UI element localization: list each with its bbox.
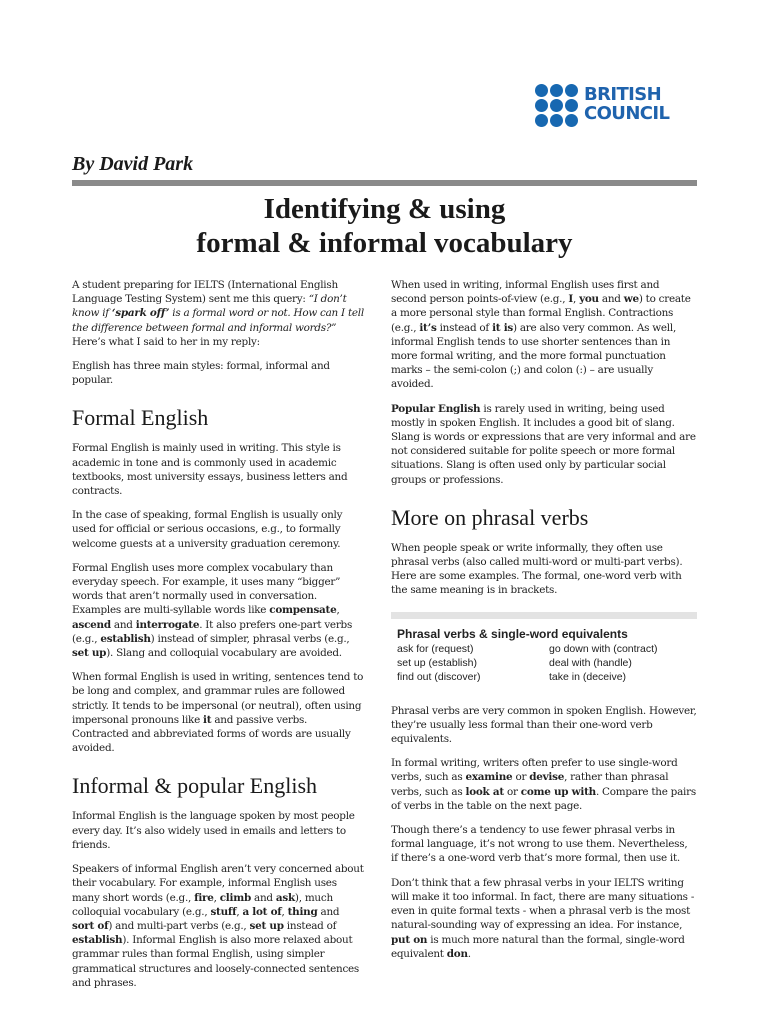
british-council-logo bbox=[535, 84, 705, 126]
formal-paragraph-3: Formal English uses more complex vocabulary than everyday speech. For example, it uses many “bigger” words that aren’t normally used in conversation. Examples are multi-syllable words like compensate, ascend and interrogate. It also prefers one-part verbs (e.g., establish) instead of simpler, phrasal verbs (e.g., set up). Slang and colloquial vocabulary are avoided. bbox=[72, 561, 353, 660]
table-row: set up (establish) deal with (handle) bbox=[397, 656, 632, 669]
phrasal-paragraph-2: In formal writing, writers often prefer to use single-word verbs, such as examine or devise, rather than phrasal verbs, such as look at or come up with. Compare the pairs of verbs in the table on the next page. bbox=[391, 757, 696, 812]
styles-paragraph: English has three main styles: formal, informal and popular. bbox=[72, 360, 330, 387]
heading-informal-english: Informal & popular English bbox=[72, 773, 318, 799]
formal-paragraph-1: Formal English is mainly used in writing. This style is academic in tone and is commonly used in academic textbooks, most university essays, business letters and contracts. bbox=[72, 442, 348, 498]
table-row: ask for (request) go down with (contract) bbox=[397, 642, 658, 655]
table-row: find out (discover) take in (deceive) bbox=[397, 670, 627, 683]
byline: By David Park bbox=[72, 153, 194, 175]
phrasal-paragraph-4: Don’t think that a few phrasal verbs in your IELTS writing will make it too informal. In fact, there are many situations - even in quite formal texts - when a phrasal verb is the most natural-sounding way of expressing an idea. For instance, put on is much more natural than the formal, single-word equivalent don. bbox=[391, 876, 695, 960]
left-column bbox=[72, 278, 364, 1000]
formal-paragraph-2: In the case of speaking, formal English is usually only used for official or serious occasions, e.g., to formally welcome guests at a university graduation ceremony. bbox=[72, 509, 343, 550]
informal-paragraph-2: Speakers of informal English aren’t very concerned about their vocabulary. For example, informal English uses many short words (e.g., fire, climb and ask), much colloquial vocabulary (e.g., stuff, a lot of, thing and sort of) and multi-part verbs (e.g., set up instead of establish). Informal English is also more relaxed about grammar rules than formal English, using simpler grammatical structures and loosely-connected sentences and phrases. bbox=[72, 863, 364, 989]
phrasal-verbs-table bbox=[391, 612, 697, 688]
heading-formal-english: Formal English bbox=[72, 405, 209, 431]
page-title: Identifying & using formal & informal vocabulary bbox=[196, 193, 573, 259]
right-column bbox=[391, 278, 697, 971]
informal-writing-paragraph: When used in writing, informal English uses first and second person points-of-view (e.g., I, you and we) to create a more personal style than formal English. Contractions (e.g., it’s instead of it is) are also very common. As well, informal English tends to use shorter sentences than in more formal writing, and the more formal punctuation marks – the semi-colon (;) and colon (:) – are usually avoided. bbox=[391, 279, 691, 391]
formal-paragraph-4: When formal English is used in writing, sentences tend to be long and complex, and grammar rules are followed strictly. It tends to be impersonal (or neutral), often using impersonal pronouns like it and passive verbs. Contracted and abbreviated forms of words are usually avoided. bbox=[72, 671, 364, 755]
informal-paragraph-1: Informal English is the language spoken by most people every day. It’s also widely used in emails and letters to friends. bbox=[72, 810, 355, 851]
table-title: Phrasal verbs & single-word equivalents bbox=[397, 626, 628, 641]
phrasal-intro-paragraph: When people speak or write informally, they often use phrasal verbs (also called multi-word or multi-part verbs). Here are some examples. The formal, one-word verb with the same meaning is in brackets. bbox=[391, 541, 683, 597]
logo-text: BRITISH COUNCIL bbox=[584, 84, 670, 124]
header-divider bbox=[72, 180, 697, 186]
popular-english-paragraph: Popular English is rarely used in writing, being used mostly in spoken English. It includes a good bit of slang. Slang is words or expressions that are very informal and are not considered suitable for polite speech or more formal situations. Slang is often used only by particular social groups or professions. bbox=[391, 402, 696, 486]
logo-dots-icon bbox=[535, 84, 579, 126]
heading-phrasal-verbs: More on phrasal verbs bbox=[391, 504, 589, 530]
intro-paragraph: A student preparing for IELTS (International English Language Testing System) sent me this query: “I don’t know if ‘spark off’ is a formal word or not. How can I tell the difference between formal and informal words?” Here’s what I said to her in my reply: bbox=[72, 279, 364, 348]
phrasal-paragraph-1: Phrasal verbs are very common in spoken English. However, they’re usually less formal than their one-word verb equivalents. bbox=[391, 704, 697, 746]
phrasal-paragraph-3: Though there’s a tendency to use fewer phrasal verbs in formal language, it’s not wrong to use them. Nevertheless, if there’s a one-word verb that’s more formal, then use it. bbox=[391, 824, 688, 865]
